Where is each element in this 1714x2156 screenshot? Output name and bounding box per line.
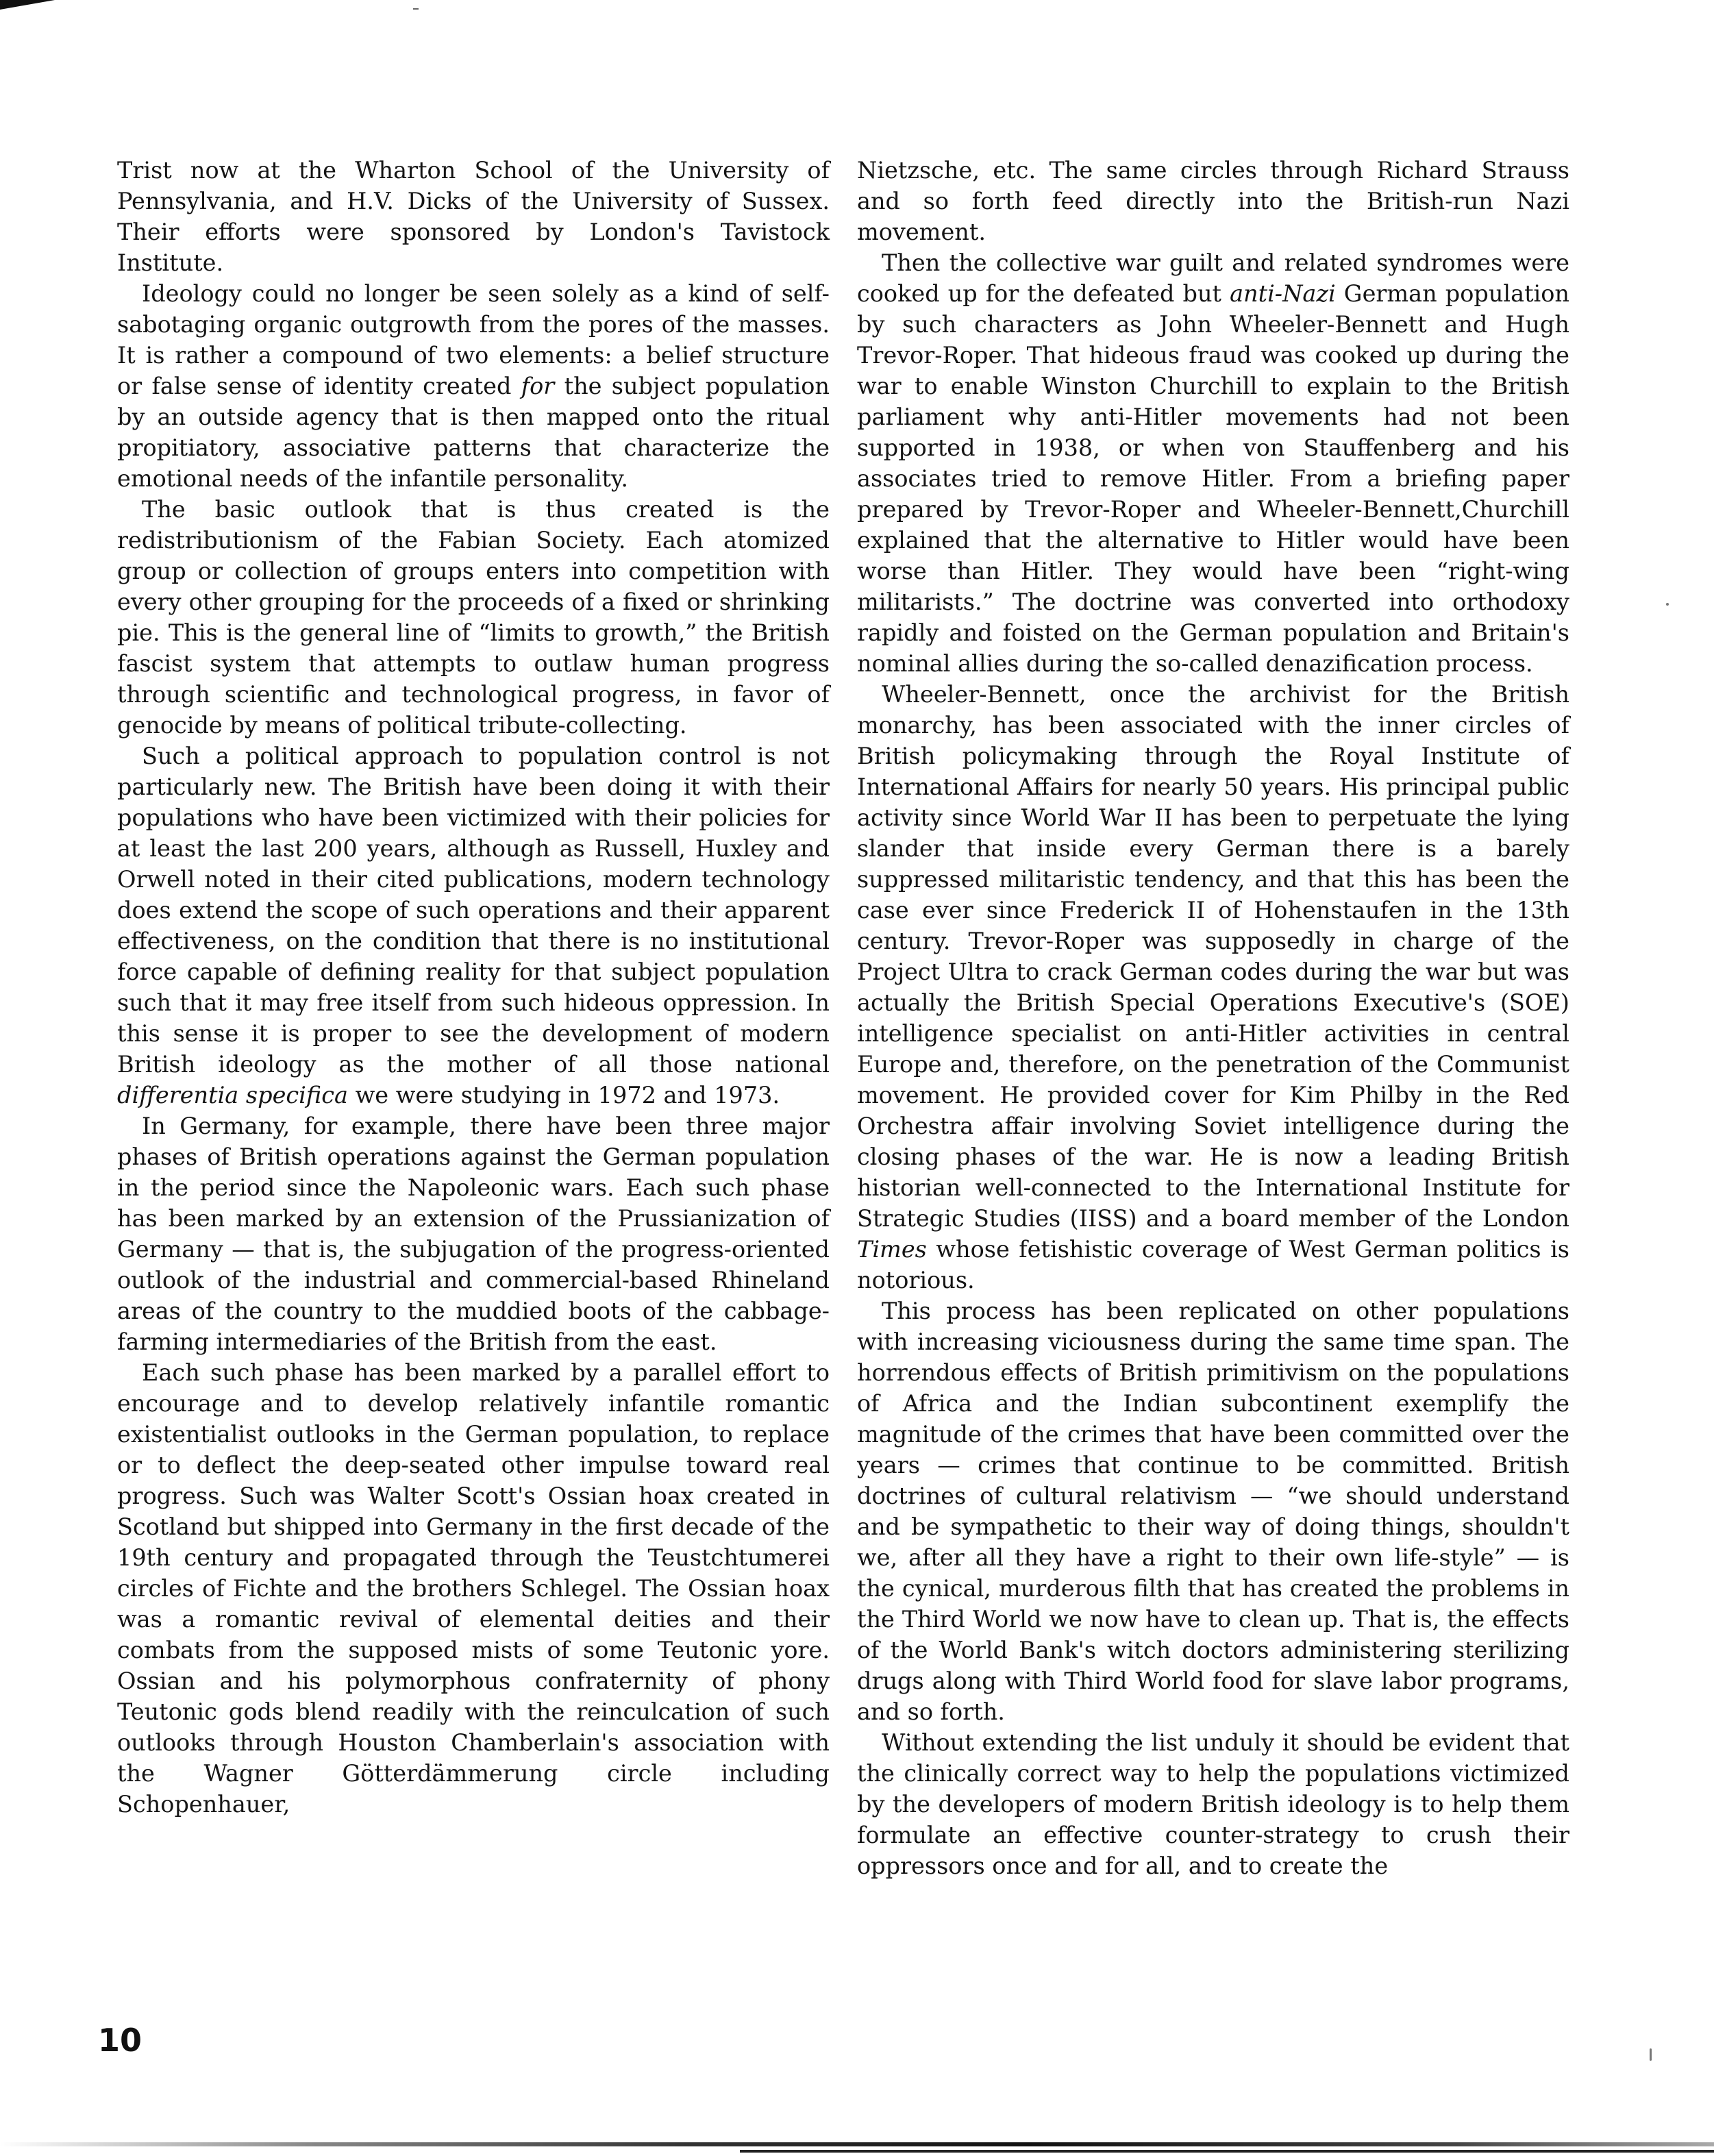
page-number: 10 <box>98 2022 142 2059</box>
paragraph-text: Then the collective war guilt and related syndromes were cooked up for the defeated but <box>857 249 1569 307</box>
left-paragraph-1 <box>117 155 830 278</box>
left-paragraph-6 <box>117 1357 830 1820</box>
paragraph-text: Without extending the list unduly it should be evident that the clinically correct way to help the populations victimized by the developers of modern British ideology is to help them formulate an effective counter-strategy to crush their oppressors once and for all, and to create the <box>857 1729 1569 1879</box>
right-paragraph-1 <box>857 155 1569 247</box>
right-column <box>857 155 1569 1881</box>
scan-speck <box>1666 603 1669 606</box>
left-paragraph-2 <box>117 278 830 494</box>
left-paragraph-4 <box>117 741 830 1111</box>
right-paragraph-5 <box>857 1727 1569 1881</box>
scan-corner-mark <box>0 0 55 10</box>
paragraph-text: we were studying in 1972 and 1973. <box>347 1082 780 1108</box>
scan-bottom-rule <box>0 2142 1714 2146</box>
left-column <box>117 155 830 1820</box>
paragraph-text: In Germany, for example, there have been three major phases of British operations against the German population in the period since the Napoleonic wars. Each such phase has been marked by an extension of the Prussianization of Germany — that is, the subjugation of the progress-oriented outlook of the industrial and commercial-based Rhineland areas of the country to the muddied boots of the cabbage-farming intermediaries of the British from the east. <box>117 1113 830 1355</box>
paragraph-text: Such a political approach to population control is not particularly new. The British have been doing it with their populations who have been victimized with their policies for at least the last 200 years, although as Russell, Huxley and Orwell noted in their cited publications, modern technology does extend the scope of such operations and their apparent effectiveness, on the condition that there is no institutional force capable of defining reality for that subject population such that it may free itself from such hideous oppression. In this sense it is proper to see the development of modern British ideology as the mother of all those national <box>117 743 830 1078</box>
paragraph-text: Trist now at the Wharton School of the University of Pennsylvania, and H.V. Dicks of the University of Sussex. Their efforts were sponsored by London's Tavistock Institute. <box>117 157 830 276</box>
paragraph-text: whose fetishistic coverage of West German politics is notorious. <box>857 1236 1569 1293</box>
scan-dash-mark <box>413 8 419 10</box>
scan-bottom-rule <box>740 2150 1714 2153</box>
italic-text: Times <box>857 1236 927 1263</box>
paragraph-text: Nietzsche, etc. The same circles through Richard Strauss and so forth feed directly into the British-run Nazi movement. <box>857 157 1569 245</box>
right-paragraph-3 <box>857 679 1569 1296</box>
paragraph-text: Wheeler-Bennett, once the archivist for the British monarchy, has been associated with the inner circles of British policymaking through the Royal Institute of International Affairs for nearly 50 years. His principal public activity since World War II has been to perpetuate the lying slander that inside every German there is a barely suppressed militaristic tendency, and that this has been the case ever since Frederick II of Hohenstaufen in the 13th century. Trevor-Roper was supposedly in charge of the Project Ultra to crack German codes during the war but was actually the British Special Operations Executive's (SOE) intelligence specialist on anti-Hitler activities in central Europe and, therefore, on the penetration of the Communist movement. He provided cover for Kim Philby in the Red Orchestra affair involving Soviet intelligence during the closing phases of the war. He is now a leading British historian well-connected to the International Institute for Strategic Studies (IISS) and a board member of the London <box>857 681 1569 1232</box>
paragraph-text: This process has been replicated on other populations with increasing viciousness during the same time span. The horrendous effects of British primitivism on the populations of Africa and the Indian subcontinent exemplify the magnitude of the crimes that have been committed over the years — crimes that continue to be committed. British doctrines of cultural relativism — “we should understand and be sympathetic to their way of doing things, shouldn't we, after all they have a right to their own life-style” — is the cynical, murderous filth that has created the problems in the Third World we now have to clean up. That is, the effects of the World Bank's witch doctors administering sterilizing drugs along with Third World food for slave labor programs, and so forth. <box>857 1298 1569 1725</box>
italic-text: anti-Nazi <box>1230 280 1336 307</box>
right-paragraph-2 <box>857 247 1569 679</box>
paragraph-text: the subject population by an outside agency that is then mapped onto the ritual propitiatory, associative patterns that characterize the emotional needs of the infantile personality. <box>117 373 830 492</box>
left-paragraph-3 <box>117 494 830 741</box>
italic-text: differentia specifica <box>117 1082 348 1108</box>
right-paragraph-4 <box>857 1296 1569 1727</box>
paragraph-text: German population by such characters as John Wheeler-Bennett and Hugh Trevor-Roper. That hideous fraud was cooked up during the war to enable Winston Churchill to explain to the British parliament why anti-Hitler movements had not been supported in 1938, or when von Stauffenberg and his associates tried to remove Hitler. From a briefing paper prepared by Trevor-Roper and Wheeler-Bennett,Churchill explained that the alternative to Hitler would have been worse than Hitler. They would have been “right-wing militarists.” The doctrine was converted into orthodoxy rapidly and foisted on the German population and Britain's nominal allies during the so-called denazification process. <box>857 280 1569 677</box>
italic-text: for <box>521 373 555 399</box>
paragraph-text: Each such phase has been marked by a parallel effort to encourage and to develop relatively infantile romantic existentialist outlooks in the German population, to replace or to deflect the deep-seated other impulse toward real progress. Such was Walter Scott's Ossian hoax created in Scotland but shipped into Germany in the first decade of the 19th century and propagated through the Teustchtumerei circles of Fichte and the brothers Schlegel. The Ossian hoax was a romantic revival of elemental deities and their combats from the supposed mists of some Teutonic yore. Ossian and his polymorphous confraternity of phony Teutonic gods blend readily with the reinculcation of such outlooks through Houston Chamberlain's association with the Wagner Götterdämmerung circle including Schopenhauer, <box>117 1359 830 1818</box>
left-paragraph-5 <box>117 1111 830 1357</box>
paragraph-text: The basic outlook that is thus created is the redistributionism of the Fabian Society. Each atomized group or collection of groups enters into competition with every other grouping for the proceeds of a fixed or shrinking pie. This is the general line of “limits to growth,” the British fascist system that attempts to outlaw human progress through scientific and technological progress, in favor of genocide by means of political tribute-collecting. <box>117 496 830 739</box>
scan-speck <box>1650 2048 1652 2061</box>
paragraph-text: Ideology could no longer be seen solely as a kind of self-sabotaging organic outgrowth from the pores of the masses. It is rather a compound of two elements: a belief structure or false sense of identity created <box>117 280 830 399</box>
